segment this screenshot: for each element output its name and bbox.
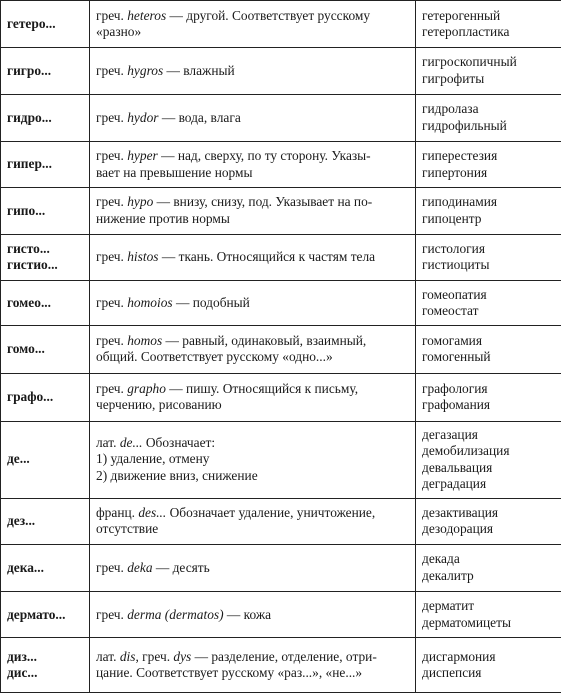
source-word: dis: [119, 648, 136, 664]
meaning-text: нижение против нормы: [96, 210, 230, 226]
source-word: histos: [127, 249, 159, 265]
prefix-cell: [1, 326, 90, 373]
prefix-cell: [1, 544, 90, 591]
meaning-text: — равный, одинаковый, взаимный,: [162, 332, 367, 348]
meaning-line: [96, 333, 410, 350]
source-word: hydor: [127, 109, 159, 125]
meaning-text: греч.: [96, 194, 128, 210]
prefix-cell: [1, 48, 90, 94]
prefix-term: гигро...: [7, 62, 52, 78]
meaning-text: греч.: [96, 606, 128, 622]
meaning-text: греч.: [96, 7, 128, 23]
meaning-cell: [90, 48, 416, 94]
meaning-text: греч.: [96, 109, 128, 125]
meaning-line: [96, 665, 410, 682]
examples-cell: [416, 48, 561, 94]
meaning-text: — ткань. Относящийся к частям тела: [158, 249, 376, 265]
meaning-line: [96, 521, 410, 538]
meaning-line: [96, 148, 410, 165]
prefix-term: гидро...: [7, 109, 52, 125]
prefix-cell: [1, 141, 90, 187]
example-word: диспепсия: [422, 665, 482, 681]
meaning-text: — вода, влага: [158, 109, 241, 125]
meaning-line: [96, 435, 410, 452]
meaning-text: — пишу. Относящийся к письму,: [165, 380, 359, 396]
table-row: [1, 544, 561, 591]
example-word: дезактивация: [422, 504, 499, 520]
table-row: [1, 421, 561, 498]
meaning-line: [96, 381, 410, 398]
prefix-cell: [1, 234, 90, 280]
source-word: homoios: [127, 294, 173, 310]
prefix-term: дис...: [7, 665, 38, 681]
meaning-cell: [90, 280, 416, 325]
source-word: de...: [119, 434, 143, 450]
source-word: deka: [127, 559, 153, 575]
meaning-text: общий. Соответствует русскому «одно...»: [96, 349, 333, 365]
examples-cell: [416, 592, 561, 638]
meaning-text: греч.: [96, 380, 128, 396]
meaning-line: [96, 194, 410, 211]
meaning-text: 2) движение вниз, снижение: [96, 467, 258, 483]
prefix-term: гетеро...: [7, 15, 56, 31]
prefix-term: де...: [7, 451, 30, 467]
example-word: гистиоциты: [422, 257, 490, 273]
examples-cell: [416, 141, 561, 187]
prefix-term: гипо...: [7, 202, 46, 218]
examples-cell: [416, 421, 561, 498]
table-row: [1, 638, 561, 693]
meaning-cell: [90, 544, 416, 591]
example-word: декада: [422, 551, 460, 567]
prefix-term: дермато...: [7, 606, 66, 622]
prefix-term: гомео...: [7, 294, 51, 310]
meaning-text: Обозначает:: [142, 434, 216, 450]
prefix-term: гипер...: [7, 156, 52, 172]
source-word: dys: [173, 648, 192, 664]
meaning-text: греч.: [96, 332, 128, 348]
meaning-line: [96, 468, 410, 485]
example-word: дегазация: [422, 426, 478, 442]
meaning-text: греч.: [96, 62, 128, 78]
meaning-line: [96, 451, 410, 468]
source-word: hygros: [127, 62, 164, 78]
meaning-text: греч.: [96, 559, 128, 575]
example-word: дисгармония: [422, 648, 496, 664]
example-word: графомания: [422, 397, 491, 413]
source-word: homos: [127, 332, 163, 348]
source-word: grapho: [127, 380, 166, 396]
meaning-text: — кожа: [223, 606, 272, 622]
meaning-cell: [90, 421, 416, 498]
table-row: [1, 498, 561, 544]
example-word: гигрофиты: [422, 70, 485, 86]
table-row: [1, 326, 561, 373]
meaning-line: [96, 295, 410, 312]
table-row: [1, 592, 561, 638]
table-row: [1, 280, 561, 325]
table-row: [1, 1, 561, 48]
meaning-line: [96, 397, 410, 414]
example-word: дерматомицеты: [422, 614, 511, 630]
meaning-line: [96, 165, 410, 182]
prefix-cell: [1, 373, 90, 421]
table-row: [1, 94, 561, 141]
prefix-term: дез...: [7, 512, 36, 528]
prefix-cell: [1, 188, 90, 234]
prefix-term: гисто...: [7, 240, 50, 256]
example-word: гомеостат: [422, 303, 479, 319]
meaning-text: лат.: [96, 434, 120, 450]
example-word: гомеопатия: [422, 286, 487, 302]
meaning-text: франц.: [96, 504, 139, 520]
examples-cell: [416, 498, 561, 544]
meaning-line: [96, 560, 410, 577]
meaning-cell: [90, 498, 416, 544]
meaning-text: — другой. Соответствует русскому: [166, 7, 371, 23]
example-word: гидролаза: [422, 101, 479, 117]
source-word: hypo: [127, 194, 154, 210]
meaning-text: черчению, рисованию: [96, 397, 222, 413]
table-body: [1, 1, 561, 693]
prefix-cell: [1, 421, 90, 498]
example-word: девальвация: [422, 459, 493, 475]
meaning-line: [96, 63, 410, 80]
table-row: [1, 373, 561, 421]
prefix-term: диз...: [7, 648, 37, 664]
prefix-term: графо...: [7, 389, 54, 405]
example-word: графология: [422, 380, 488, 396]
example-word: гомогенный: [422, 349, 491, 365]
meaning-text: 1) удаление, отмену: [96, 451, 210, 467]
meaning-text: — влажный: [163, 62, 235, 78]
example-word: гипертония: [422, 164, 488, 180]
meaning-text: — подобный: [172, 294, 250, 310]
meaning-cell: [90, 373, 416, 421]
table-row: [1, 48, 561, 94]
prefix-cell: [1, 280, 90, 325]
source-word: derma (dermatos): [127, 606, 224, 622]
meaning-text: цание. Соответствует русскому «раз...», «не...»: [96, 665, 363, 681]
meaning-line: [96, 649, 410, 666]
examples-cell: [416, 373, 561, 421]
prefix-term: дека...: [7, 559, 44, 575]
example-word: деградация: [422, 476, 487, 492]
example-word: гетеропластика: [422, 24, 510, 40]
example-word: дерматит: [422, 598, 475, 614]
examples-cell: [416, 94, 561, 141]
meaning-line: [96, 607, 410, 624]
example-word: гомогамия: [422, 332, 483, 348]
meaning-text: — десять: [152, 559, 210, 575]
meaning-cell: [90, 94, 416, 141]
meaning-text: греч.: [96, 249, 128, 265]
meaning-line: [96, 349, 410, 366]
prefix-cell: [1, 498, 90, 544]
examples-cell: [416, 544, 561, 591]
meaning-cell: [90, 234, 416, 280]
meaning-text: Обозначает удаление, уничтожение,: [166, 504, 376, 520]
example-word: гетерогенный: [422, 7, 501, 23]
prefix-cell: [1, 1, 90, 48]
meaning-text: — внизу, снизу, под. Указывает на по-: [153, 194, 373, 210]
examples-cell: [416, 234, 561, 280]
prefix-term: гистио...: [7, 257, 58, 273]
meaning-text: , греч.: [135, 648, 174, 664]
examples-cell: [416, 1, 561, 48]
source-word: des...: [138, 504, 167, 520]
prefix-cell: [1, 592, 90, 638]
prefix-term: гомо...: [7, 341, 45, 357]
example-word: дезодорация: [422, 521, 494, 537]
source-word: hyper: [127, 148, 158, 164]
meaning-text: лат.: [96, 648, 120, 664]
meaning-cell: [90, 326, 416, 373]
meaning-text: вает на превышение нормы: [96, 164, 253, 180]
meaning-line: [96, 505, 410, 522]
examples-cell: [416, 638, 561, 693]
meaning-cell: [90, 638, 416, 693]
prefix-cell: [1, 638, 90, 693]
example-word: гиподинамия: [422, 194, 498, 210]
meaning-cell: [90, 188, 416, 234]
example-word: гипоцентр: [422, 210, 482, 226]
example-word: гиперестезия: [422, 148, 498, 164]
examples-cell: [416, 280, 561, 325]
meaning-text: — над, сверху, по ту сторону. Указы-: [157, 148, 371, 164]
meaning-cell: [90, 592, 416, 638]
meaning-text: «разно»: [96, 24, 142, 40]
table-row: [1, 188, 561, 234]
meaning-line: [96, 8, 410, 25]
meaning-line: [96, 24, 410, 41]
meaning-cell: [90, 1, 416, 48]
source-word: heteros: [127, 7, 167, 23]
meaning-text: отсутствие: [96, 521, 159, 537]
meaning-text: греч.: [96, 148, 128, 164]
examples-cell: [416, 326, 561, 373]
table-row: [1, 141, 561, 187]
example-word: демобилизация: [422, 443, 510, 459]
example-word: гистология: [422, 240, 485, 256]
table-row: [1, 234, 561, 280]
example-word: гигроскопичный: [422, 54, 517, 70]
meaning-text: — разделение, отделение, отри-: [191, 648, 377, 664]
meaning-cell: [90, 141, 416, 187]
meaning-text: греч.: [96, 294, 128, 310]
meaning-line: [96, 110, 410, 127]
meaning-line: [96, 211, 410, 228]
prefix-cell: [1, 94, 90, 141]
examples-cell: [416, 188, 561, 234]
meaning-line: [96, 249, 410, 266]
example-word: гидрофильный: [422, 117, 507, 133]
example-word: декалитр: [422, 567, 474, 583]
